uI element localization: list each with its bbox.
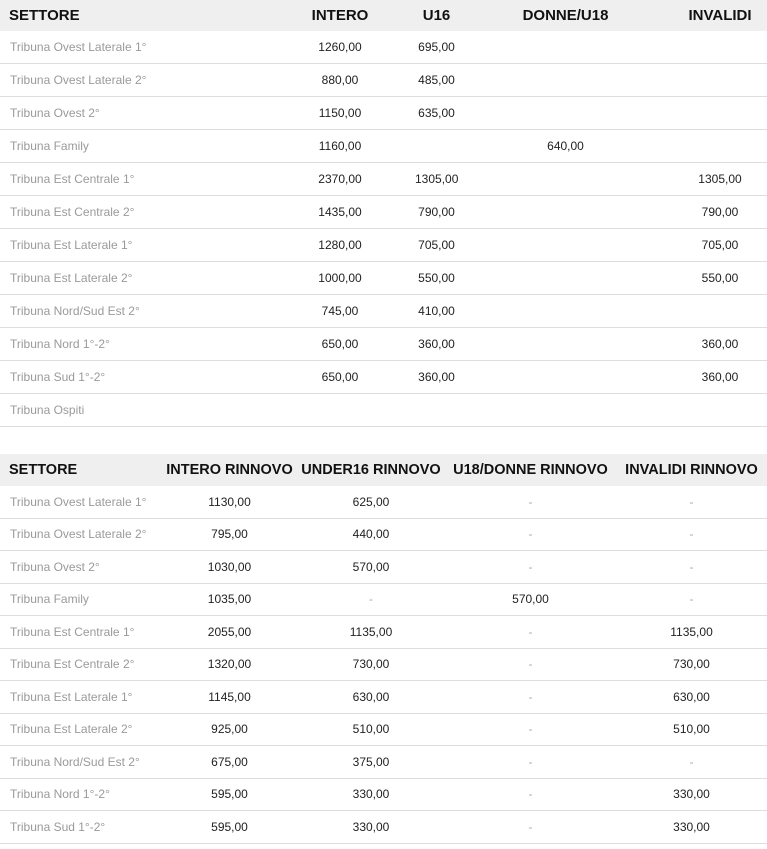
table-row [0, 551, 767, 584]
price-cell: 360,00 [415, 328, 458, 361]
header-row [0, 454, 767, 486]
sector-cell: Tribuna Family [0, 130, 265, 163]
sector-cell: Tribuna Sud 1°-2° [0, 361, 265, 394]
price-cell: - [445, 551, 616, 584]
price-cell: - [445, 518, 616, 551]
price-cell: - [297, 583, 445, 616]
price-cell [458, 97, 673, 130]
price-cell: 1130,00 [162, 486, 297, 518]
price-cell [673, 394, 767, 427]
sector-cell: Tribuna Est Centrale 2° [0, 196, 265, 229]
price-cell: 795,00 [162, 518, 297, 551]
price-cell: - [445, 746, 616, 779]
price-cell: 675,00 [162, 746, 297, 779]
price-cell: 630,00 [297, 681, 445, 714]
price-cell [458, 163, 673, 196]
price-cell: - [616, 583, 767, 616]
price-cell: 1135,00 [616, 616, 767, 649]
price-cell: 705,00 [673, 229, 767, 262]
price-cell: 550,00 [673, 262, 767, 295]
sector-cell: Tribuna Family [0, 583, 162, 616]
table-row [0, 648, 767, 681]
header-intero-rinnovo: INTERO RINNOVO [162, 454, 297, 486]
header-row [0, 0, 767, 31]
sector-cell: Tribuna Est Centrale 1° [0, 163, 265, 196]
price-cell: 790,00 [415, 196, 458, 229]
price-cell [458, 196, 673, 229]
price-cell [458, 361, 673, 394]
price-cell: 745,00 [265, 295, 415, 328]
price-cell: - [616, 518, 767, 551]
header-intero: INTERO [265, 0, 415, 31]
price-cell: 730,00 [616, 648, 767, 681]
price-cell: 625,00 [297, 486, 445, 518]
sector-cell: Tribuna Est Laterale 2° [0, 713, 162, 746]
price-cell: 1000,00 [265, 262, 415, 295]
price-table-header [0, 0, 767, 31]
price-cell: 730,00 [297, 648, 445, 681]
price-cell: 595,00 [162, 778, 297, 811]
table-row [0, 778, 767, 811]
price-cell: - [445, 486, 616, 518]
sector-cell: Tribuna Nord/Sud Est 2° [0, 746, 162, 779]
price-cell [673, 64, 767, 97]
header-settore: SETTORE [0, 454, 162, 486]
table-row [0, 31, 767, 64]
price-cell: 1030,00 [162, 551, 297, 584]
price-cell [673, 97, 767, 130]
price-cell: 1035,00 [162, 583, 297, 616]
price-cell: 2055,00 [162, 616, 297, 649]
sector-cell: Tribuna Nord/Sud Est 2° [0, 295, 265, 328]
price-cell: 510,00 [616, 713, 767, 746]
price-cell: 1160,00 [265, 130, 415, 163]
price-cell: 1145,00 [162, 681, 297, 714]
price-cell: 650,00 [265, 328, 415, 361]
price-cell: 330,00 [297, 778, 445, 811]
price-cell [458, 394, 673, 427]
table-row [0, 616, 767, 649]
price-cell: 1305,00 [415, 163, 458, 196]
price-cell: 360,00 [415, 361, 458, 394]
table-row [0, 583, 767, 616]
price-cell: 635,00 [415, 97, 458, 130]
renewal-table-header [0, 454, 767, 486]
price-cell: 1280,00 [265, 229, 415, 262]
table-row [0, 163, 767, 196]
price-cell: - [445, 648, 616, 681]
sector-cell: Tribuna Est Centrale 2° [0, 648, 162, 681]
table-row [0, 361, 767, 394]
price-cell: - [445, 713, 616, 746]
price-cell: - [616, 486, 767, 518]
sector-cell: Tribuna Est Centrale 1° [0, 616, 162, 649]
sector-cell: Tribuna Nord 1°-2° [0, 778, 162, 811]
price-cell: 925,00 [162, 713, 297, 746]
sector-cell: Tribuna Nord 1°-2° [0, 328, 265, 361]
header-under16-rinnovo: UNDER16 RINNOVO [297, 454, 445, 486]
sector-cell: Tribuna Ovest 2° [0, 97, 265, 130]
price-cell [415, 130, 458, 163]
price-cell: 330,00 [616, 811, 767, 844]
price-cell [458, 229, 673, 262]
price-cell: 410,00 [415, 295, 458, 328]
price-cell: 360,00 [673, 328, 767, 361]
table-row [0, 746, 767, 779]
price-cell: - [616, 551, 767, 584]
table-row [0, 394, 767, 427]
price-cell: 485,00 [415, 64, 458, 97]
price-cell: - [616, 746, 767, 779]
price-cell [458, 328, 673, 361]
price-table-body [0, 31, 767, 427]
price-cell: 570,00 [445, 583, 616, 616]
price-cell: 1135,00 [297, 616, 445, 649]
price-cell: 2370,00 [265, 163, 415, 196]
sector-cell: Tribuna Ovest Laterale 2° [0, 518, 162, 551]
price-cell: 1150,00 [265, 97, 415, 130]
price-cell: - [445, 681, 616, 714]
price-cell: 630,00 [616, 681, 767, 714]
table-row [0, 262, 767, 295]
renewal-table-body [0, 486, 767, 843]
price-cell: 330,00 [616, 778, 767, 811]
renewal-table [0, 454, 767, 844]
table-row [0, 681, 767, 714]
table-row [0, 518, 767, 551]
price-cell [265, 394, 415, 427]
price-cell: 440,00 [297, 518, 445, 551]
sector-cell: Tribuna Est Laterale 2° [0, 262, 265, 295]
price-cell: 705,00 [415, 229, 458, 262]
price-cell: 790,00 [673, 196, 767, 229]
price-cell: 510,00 [297, 713, 445, 746]
price-cell [458, 262, 673, 295]
price-cell: - [445, 616, 616, 649]
price-cell: 375,00 [297, 746, 445, 779]
price-cell: 880,00 [265, 64, 415, 97]
table-row [0, 64, 767, 97]
table-row [0, 328, 767, 361]
price-cell [673, 295, 767, 328]
price-cell [673, 31, 767, 64]
sector-cell: Tribuna Ovest Laterale 2° [0, 64, 265, 97]
sector-cell: Tribuna Ovest 2° [0, 551, 162, 584]
table-row [0, 713, 767, 746]
header-donne-u18: DONNE/U18 [458, 0, 673, 31]
table-row [0, 295, 767, 328]
sector-cell: Tribuna Ovest Laterale 1° [0, 486, 162, 518]
header-settore: SETTORE [0, 0, 265, 31]
price-cell [415, 394, 458, 427]
header-u16: U16 [415, 0, 458, 31]
price-cell: 330,00 [297, 811, 445, 844]
price-cell: 595,00 [162, 811, 297, 844]
price-cell [458, 64, 673, 97]
sector-cell: Tribuna Est Laterale 1° [0, 681, 162, 714]
price-cell: 1305,00 [673, 163, 767, 196]
price-cell: 1320,00 [162, 648, 297, 681]
sector-cell: Tribuna Est Laterale 1° [0, 229, 265, 262]
price-cell: 550,00 [415, 262, 458, 295]
price-cell: 1260,00 [265, 31, 415, 64]
sector-cell: Tribuna Ospiti [0, 394, 265, 427]
header-invalidi-rinnovo: INVALIDI RINNOVO [616, 454, 767, 486]
price-cell: 570,00 [297, 551, 445, 584]
table-row [0, 97, 767, 130]
table-row [0, 196, 767, 229]
table-row [0, 229, 767, 262]
price-cell: 360,00 [673, 361, 767, 394]
table-row [0, 486, 767, 518]
price-cell: - [445, 778, 616, 811]
sector-cell: Tribuna Sud 1°-2° [0, 811, 162, 844]
price-cell [458, 295, 673, 328]
price-cell: 650,00 [265, 361, 415, 394]
table-row [0, 130, 767, 163]
header-u18-donne-rinnovo: U18/DONNE RINNOVO [445, 454, 616, 486]
price-cell: - [445, 811, 616, 844]
price-cell: 695,00 [415, 31, 458, 64]
sector-cell: Tribuna Ovest Laterale 1° [0, 31, 265, 64]
header-invalidi: INVALIDI [673, 0, 767, 31]
price-cell: 1435,00 [265, 196, 415, 229]
table-row [0, 811, 767, 844]
price-cell [673, 130, 767, 163]
price-cell: 640,00 [458, 130, 673, 163]
price-cell [458, 31, 673, 64]
